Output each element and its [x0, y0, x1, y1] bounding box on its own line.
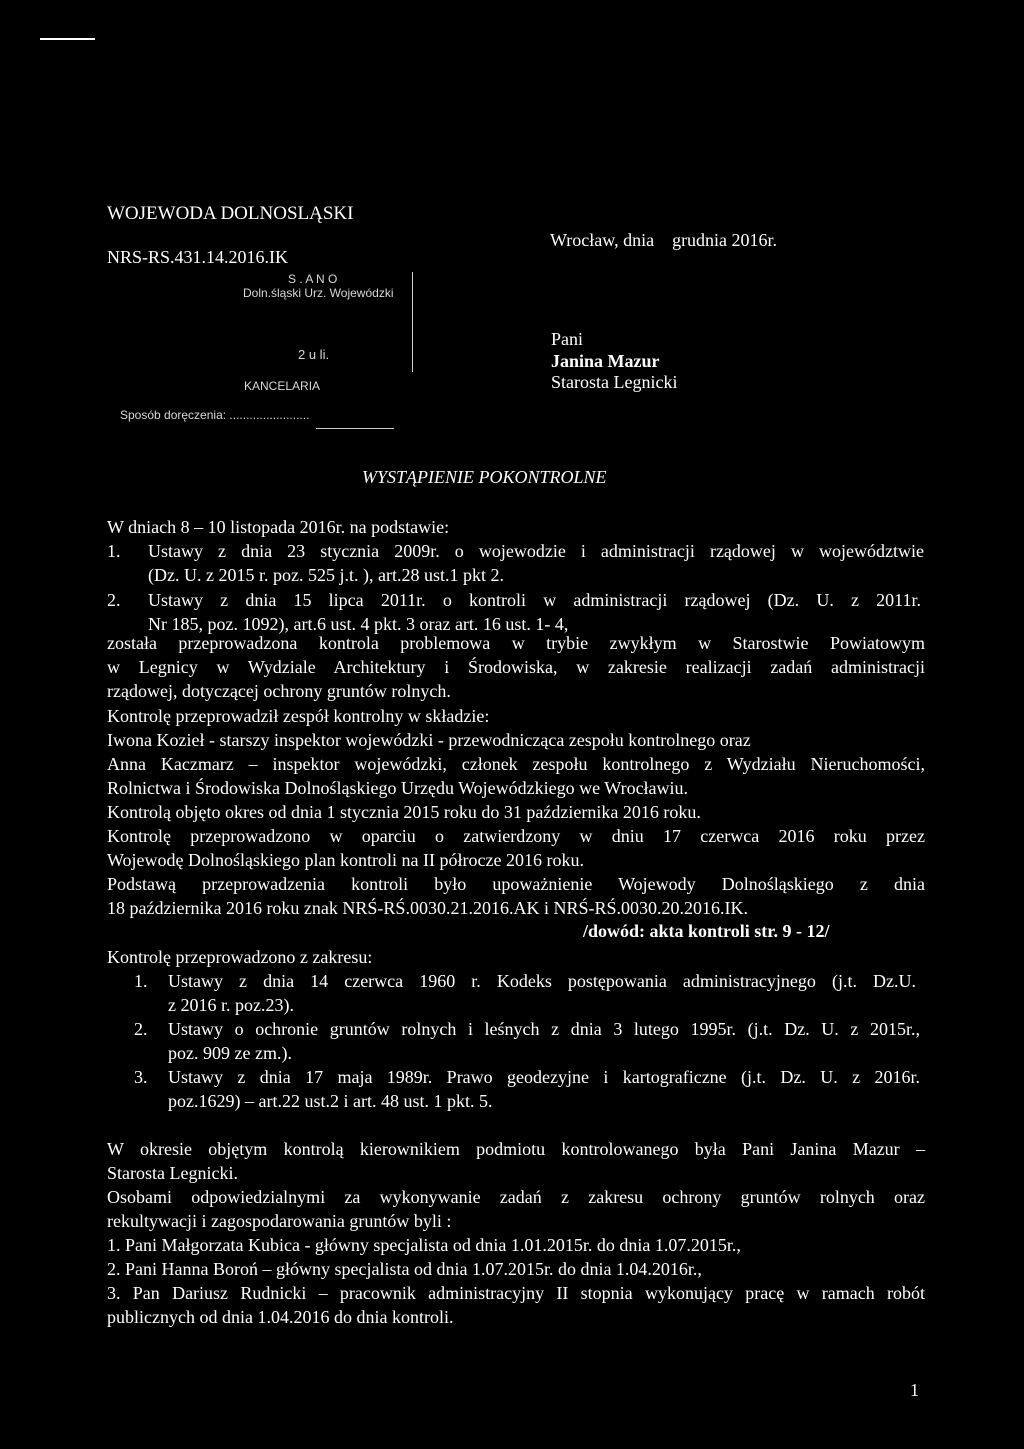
- scope-number-2: 2.: [134, 1019, 148, 1039]
- authority-heading: WOJEWODA DOLNOSLĄSKI: [107, 203, 354, 224]
- responsible-person-3: 3. Pan Dariusz Rudnicki – pracownik administracyjny II stopnia wykonujący pracę w ramach robót: [107, 1283, 925, 1303]
- basis-item-1-line-1: Ustawy z dnia 23 stycznia 2009r. o wojewodzie i administracji rządowej w województwie: [148, 541, 924, 561]
- scope-item-3-line-1: Ustawy z dnia 17 maja 1989r. Prawo geodezyjne i kartograficzne (j.t. Dz. U. z 2016r.: [168, 1067, 920, 1087]
- scope-number-3: 3.: [134, 1067, 148, 1087]
- stamp-line-2: Doln.śląski Urz. Wojewódzki: [243, 286, 394, 300]
- scope-item-2-line-1: Ustawy o ochronie gruntów rolnych i leśnych z dnia 3 lutego 1995r. (j.t. Dz. U. z 2015r.,: [168, 1019, 920, 1039]
- scope-number-1: 1.: [134, 971, 148, 991]
- top-rule: [40, 38, 95, 40]
- scope-item-3-line-2: poz.1629) – art.22 ust.2 i art. 48 ust. 1 pkt. 5.: [168, 1091, 493, 1111]
- paragraph-1-line-3: rządowej, dotyczącej ochrony gruntów rolnych.: [107, 681, 451, 701]
- team-member-2: Anna Kaczmarz – inspektor wojewódzki, członek zespołu kontrolnego z Wydziału Nieruchomości,: [107, 754, 925, 774]
- basis-item-2-line-2: Nr 185, poz. 1092), art.6 ust. 4 pkt. 3 oraz art. 16 ust. 1- 4,: [148, 614, 569, 634]
- basis-number-1: 1.: [107, 541, 121, 561]
- evidence-reference: /dowód: akta kontroli str. 9 - 12/: [583, 921, 830, 941]
- head-person-line-1: W okresie objętym kontrolą kierownikiem podmiotu kontrolowanego była Pani Janina Mazur –: [107, 1139, 925, 1159]
- addressee-salutation: Pani: [551, 329, 584, 349]
- reference-number: NRS-RS.431.14.2016.IK: [107, 247, 289, 267]
- scope-item-2-line-2: poz. 909 ze zm.).: [168, 1043, 292, 1063]
- head-person-line-2: Starosta Legnicki.: [107, 1163, 238, 1183]
- stamp-line-3: 2 u li.: [298, 347, 330, 362]
- authorization-line-1: Podstawą przeprowadzenia kontroli było upoważnienie Wojewody Dolnośląskiego z dnia: [107, 874, 925, 894]
- team-line-3: Rolnictwa i Środowiska Dolnośląskiego Urzędu Wojewódzkiego we Wrocławiu.: [107, 778, 689, 798]
- basis-item-1-line-2: (Dz. U. z 2015 r. poz. 525 j.t. ), art.28 ust.1 pkt 2.: [148, 565, 504, 585]
- paragraph-1-line-1: została przeprowadzona kontrola problemowa w trybie zwykłym w Starostwie Powiatowym: [107, 633, 925, 653]
- stamp-line-4: KANCELARIA: [244, 379, 321, 393]
- basis-number-2: 2.: [107, 590, 121, 610]
- control-period: Kontrolą objęto okres od dnia 1 stycznia 2015 roku do 31 października 2016 roku.: [107, 802, 701, 822]
- responsible-person-3-cont: publicznych od dnia 1.04.2016 do dnia kontroli.: [107, 1307, 454, 1327]
- basis-item-2-line-1: Ustawy z dnia 15 lipca 2011r. o kontroli w administracji rządowej (Dz. U. z 2011r.: [148, 590, 921, 610]
- team-member-1: Iwona Kozieł - starszy inspektor wojewódzki - przewodnicząca zespołu kontrolnego oraz: [107, 730, 751, 750]
- paragraph-1-line-2: w Legnicy w Wydziale Architektury i Środowiska, w zakresie realizacji zadań administracji: [107, 657, 925, 677]
- intro-line: W dniach 8 – 10 listopada 2016r. na podstawie:: [107, 517, 450, 537]
- responsible-intro-line-1: Osobami odpowiedzialnymi za wykonywanie zadań z zakresu ochrony gruntów rolnych oraz: [107, 1187, 925, 1207]
- page-number: 1: [910, 1380, 919, 1400]
- addressee-name: Janina Mazur: [551, 351, 660, 371]
- stamp-line-1: S . A N O: [288, 272, 338, 286]
- plan-line-1: Kontrolę przeprowadzono w oparciu o zatwierdzony w dniu 17 czerwca 2016 roku przez: [107, 826, 925, 846]
- stamp-right-border: [412, 272, 413, 372]
- addressee-position: Starosta Legnicki: [551, 372, 678, 392]
- scope-intro: Kontrolę przeprowadzono z zakresu:: [107, 947, 373, 967]
- scope-item-1-line-2: z 2016 r. poz.23).: [168, 995, 294, 1015]
- scope-item-1-line-1: Ustawy z dnia 14 czerwca 1960 r. Kodeks postępowania administracyjnego (j.t. Dz.U.: [168, 971, 916, 991]
- document-title: WYSTĄPIENIE POKONTROLNE: [362, 467, 607, 487]
- plan-line-2: Wojewodę Dolnośląskiego plan kontroli na II półrocze 2016 roku.: [107, 850, 584, 870]
- authorization-line-2: 18 października 2016 roku znak NRŚ-RŚ.0030.21.2016.AK i NRŚ-RŚ.0030.20.2016.IK.: [107, 898, 748, 918]
- date-line: Wrocław, dnia grudnia 2016r.: [550, 230, 778, 250]
- responsible-person-1: 1. Pani Małgorzata Kubica - główny specjalista od dnia 1.01.2015r. do dnia 1.07.2015r.,: [107, 1235, 741, 1255]
- stamp-bottom-border: [316, 428, 394, 429]
- team-intro: Kontrolę przeprowadził zespół kontrolny w składzie:: [107, 706, 490, 726]
- responsible-intro-line-2: rekultywacji i zagospodarowania gruntów byli :: [107, 1211, 452, 1231]
- stamp-line-5: Sposób doręczenia: ........................: [120, 408, 310, 422]
- responsible-person-2: 2. Pani Hanna Boroń – główny specjalista od dnia 1.07.2015r. do dnia 1.04.2016r.,: [107, 1259, 702, 1279]
